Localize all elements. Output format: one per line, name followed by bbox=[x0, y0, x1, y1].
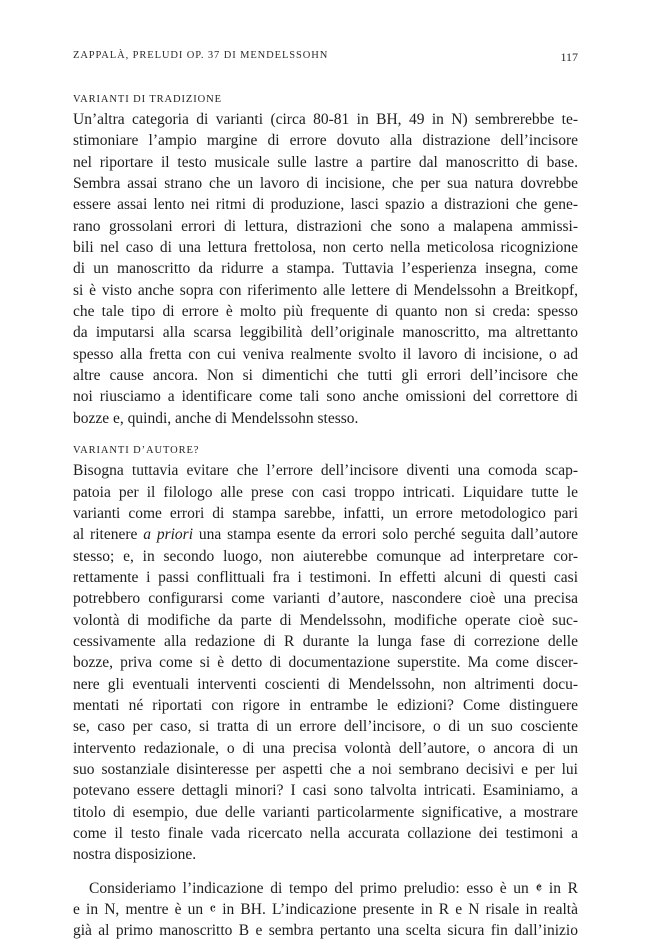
page-number: 117 bbox=[560, 50, 578, 64]
paragraph-tradition bbox=[73, 109, 578, 429]
text-run: Consideriamo l’indicazione di tempo del primo preludio: esso è un bbox=[89, 879, 536, 897]
text-line: potevano essere dettagli minori? I casi sono talvolta intricati. Esaminiamo, a bbox=[73, 782, 578, 800]
text-line: da imputarsi alla scarsa leggibilità dell’originale manoscritto, ma altrettanto bbox=[73, 324, 578, 342]
text-line: Bisogna tuttavia evitare che l’errore dell’incisore diventi una comoda scap- bbox=[73, 462, 578, 480]
text-line: nere gli eventuali interventi coscienti di Mendelssohn, non altrimenti docu- bbox=[73, 675, 578, 693]
text-line: potrebbero configurarsi come varianti d’autore, nascondere cioè una precisa bbox=[73, 590, 578, 608]
section-heading-tradition: VARIANTI DI TRADIZIONE bbox=[73, 94, 222, 105]
section-heading-author: VARIANTI D’AUTORE? bbox=[73, 445, 200, 457]
text-line: patoia per il filologo alle prese con casi troppo intricati. Liquidare tutte le bbox=[73, 483, 578, 501]
text-line: stimoniare l’ampio margine di errore dovuto alla distrazione dell’incisore bbox=[73, 132, 578, 150]
text-line: stesso; e, in secondo luogo, non aiuterebbe comunque ad interpretare cor- bbox=[73, 547, 578, 565]
text-line: rano grossolani errori di lettura, distrazioni che sono a malapena ammissi- bbox=[73, 217, 578, 235]
text-line: come il testo finale vada ricercato nella accurata collazione dei testimoni a bbox=[73, 825, 578, 842]
text-line: si è visto anche sopra con riferimento alle lettere di Mendelssohn a Breitkopf, bbox=[73, 281, 578, 299]
text-line: Sembra assai strano che un lavoro di incisione, che per sua natura dovrebbe bbox=[73, 175, 578, 193]
italic-phrase: a priori bbox=[143, 526, 194, 544]
text-line: noi riusciamo a identificare come tali sono anche omissioni del correttore di bbox=[73, 388, 578, 406]
text-line-with-symbol bbox=[73, 899, 578, 920]
text-line: che tale tipo di errore è molto più frequente di quanto non si creda: spesso bbox=[73, 303, 578, 321]
text-line: suo sostanziale disinteresse per aspetti che a noi sembrano decisivi e per lui bbox=[73, 760, 578, 778]
text-line: bozze e, quindi, anche di Mendelssohn stesso. bbox=[73, 409, 359, 427]
paragraph-tempo bbox=[73, 878, 578, 942]
text-line: volontà di modifiche da parte di Mendelssohn, modifiche operate cioè suc- bbox=[73, 611, 578, 629]
text-run: in BH. L’indicazione presente in R e N risale in realtà bbox=[216, 901, 578, 919]
text-run: al ritenere bbox=[73, 526, 144, 544]
text-run: e in N, mentre è un bbox=[73, 901, 210, 919]
text-line: di un manoscritto da ridurre a stampa. Tuttavia l’esperienza insegna, come bbox=[73, 260, 578, 278]
text-line: nel riportare il testo musicale sulle lastre a partire dal manoscritto di base. bbox=[73, 153, 578, 171]
text-line: già al primo manoscritto B e sembra pertanto una scelta sicura fin dall’inizio bbox=[73, 922, 578, 940]
text-line: varianti come errori di stampa sarebbe, infatti, un errore metodologico pari bbox=[73, 504, 578, 522]
text-line: rettamente i passi conflittuali fra i testimoni. In effetti alcuni di questi casi bbox=[73, 568, 578, 586]
text-line: essere assai lento nei ritmi di produzione, lasci spazio a distrazioni che gene- bbox=[73, 196, 578, 214]
text-run: una stampa esente da errori solo perché seguita dall’autore bbox=[193, 526, 578, 544]
text-line: titolo di esempio, due delle varianti particolarmente significative, a mostrare bbox=[73, 803, 578, 821]
paragraph-spacer bbox=[73, 866, 578, 878]
text-line: altre cause ancora. Non si dimentichi che tutti gli errori dell’incisore che bbox=[73, 367, 578, 385]
text-line: spesso alla fretta con cui veniva realmente svolto il lavoro di incisione, o ad bbox=[73, 345, 578, 363]
text-line: nostra disposizione. bbox=[73, 846, 197, 864]
paragraph-author-variants bbox=[73, 460, 578, 866]
text-line-with-italic bbox=[73, 524, 578, 545]
running-head bbox=[73, 50, 578, 66]
text-line: mentati né riportati con rigore in entrambe le edizioni? Come distinguere bbox=[73, 696, 578, 714]
text-line: bili nel caso di una lettura frettolosa, non certo nella meticolosa ricognizione bbox=[73, 239, 578, 257]
running-title: ZAPPALÀ, PRELUDI OP. 37 DI MENDELSSOHN bbox=[73, 50, 329, 61]
text-run: in R bbox=[542, 879, 578, 897]
common-time-symbol: 𝄵 bbox=[535, 880, 543, 897]
text-line: cessivamente alla redazione di R durante la lunga fase di correzione delle bbox=[73, 632, 578, 650]
text-line: bozze, priva come si è detto di documentazione superstite. Ma come discer- bbox=[73, 654, 578, 672]
cut-time-symbol: 𝄴 bbox=[209, 902, 217, 919]
body-text bbox=[73, 90, 578, 942]
text-line: se, caso per caso, si tratta di un errore dell’incisore, o di un suo cosciente bbox=[73, 718, 578, 736]
section-spacer bbox=[73, 429, 578, 441]
text-line-with-symbol bbox=[73, 878, 578, 899]
text-line: Un’altra categoria di varianti (circa 80-81 in BH, 49 in N) sembrerebbe te- bbox=[73, 111, 578, 128]
text-line: intervento redazionale, o di una precisa volontà dell’autore, o ancora di un bbox=[73, 739, 578, 757]
